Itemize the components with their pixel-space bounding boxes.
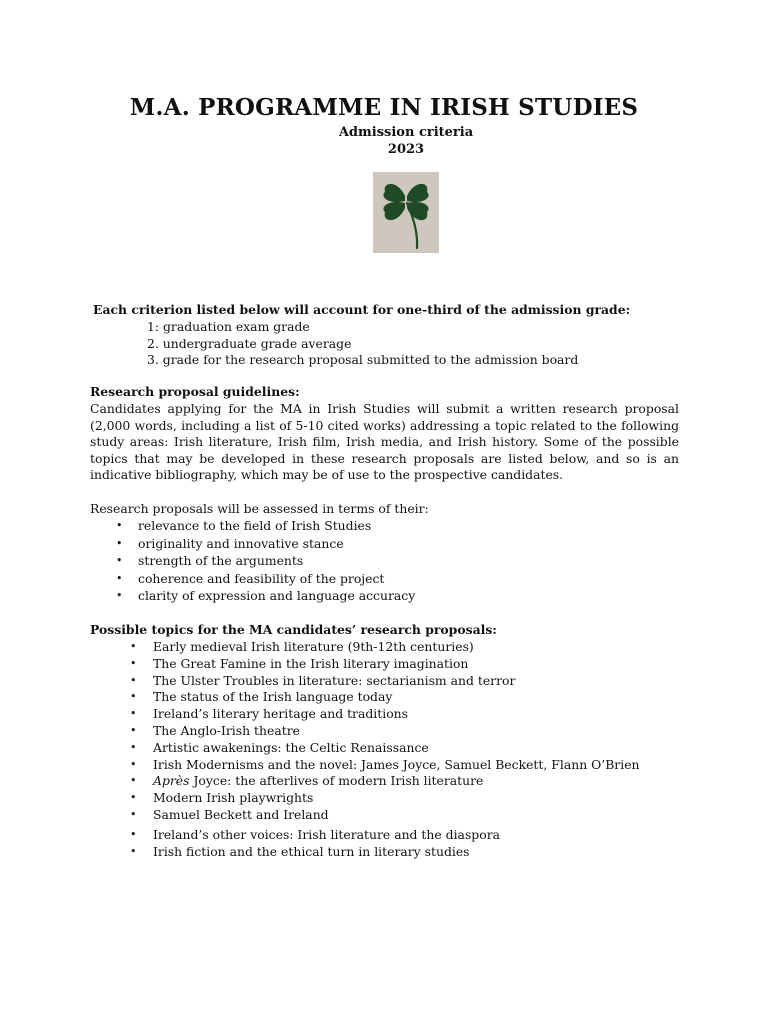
- bullet-icon: •: [130, 723, 137, 737]
- topics-heading: Possible topics for the MA candidates’ research proposals:: [90, 622, 497, 637]
- list-item: • Modern Irish playwrights: [130, 790, 314, 806]
- bullet-icon: •: [116, 536, 123, 550]
- bullet-icon: •: [130, 807, 137, 821]
- page-title: M.A. PROGRAMME IN IRISH STUDIES: [129, 94, 639, 121]
- list-item: • Samuel Beckett and Ireland: [130, 806, 329, 822]
- bullet-icon: •: [116, 571, 123, 585]
- bullet-icon: •: [116, 554, 123, 567]
- criteria-list: [147, 319, 578, 369]
- list-item: • Early medieval Irish literature (9th-12th centuries): [130, 639, 474, 654]
- bullet-icon: •: [116, 589, 123, 602]
- bullet-icon: •: [130, 690, 137, 704]
- list-item: • coherence and feasibility of the project: [116, 570, 385, 586]
- criteria-item: 2. undergraduate grade average: [147, 335, 352, 351]
- four-leaf-clover-icon: [373, 172, 439, 253]
- list-item: • The Anglo-Irish theatre: [130, 722, 300, 738]
- criteria-heading: Each criterion listed below will account for one-third of the admission grade:: [93, 302, 631, 317]
- criteria-item: 1: graduation exam grade: [147, 319, 310, 334]
- list-item: • relevance to the field of Irish Studies: [116, 518, 372, 533]
- bullet-icon: •: [130, 844, 137, 858]
- subtitle-admission-criteria: Admission criteria: [338, 125, 474, 140]
- list-item: • Artistic awakenings: the Celtic Renaissance: [130, 739, 429, 755]
- bullet-icon: •: [130, 673, 137, 687]
- list-item: • The Great Famine in the Irish literary imagination: [130, 655, 469, 671]
- subtitle-year: 2023: [387, 142, 425, 157]
- list-item: • Irish Modernisms and the novel: James Joyce, Samuel Beckett, Flann O’Brien: [130, 756, 640, 772]
- list-item: • Après Joyce: the afterlives of modern Irish literature: [130, 773, 484, 789]
- list-item: • The Ulster Troubles in literature: sectarianism and terror: [130, 672, 516, 688]
- bullet-icon: •: [130, 740, 137, 754]
- guidelines-paragraph: Candidates applying for the MA in Irish Studies will submit a written research proposal (2,000 words, including a list of 5-10 cited works) addressing a topic related to the following study areas: Irish literature, Irish film, Irish media, and Irish history. Some of the possible topics that may be developed in these research proposals are listed below, and so is an indicative bibliography, which may be of use to the prospective candidates.: [90, 401, 679, 483]
- bullet-icon: •: [130, 656, 137, 670]
- assessment-intro: Research proposals will be assessed in terms of their:: [90, 501, 429, 516]
- italic-prefix: Après: [153, 773, 190, 789]
- clover-logo: [373, 172, 439, 253]
- list-item: • clarity of expression and language accuracy: [116, 588, 416, 603]
- topics-list: [130, 639, 640, 860]
- list-item: • The status of the Irish language today: [130, 689, 393, 705]
- list-item: • strength of the arguments: [116, 553, 304, 568]
- list-item: • Ireland’s other voices: Irish literature and the diaspora: [130, 826, 500, 842]
- bullet-icon: •: [130, 707, 137, 721]
- bullet-icon: •: [116, 519, 123, 532]
- assessment-list: [116, 518, 415, 606]
- bullet-icon: •: [130, 791, 137, 805]
- list-item: • originality and innovative stance: [116, 535, 344, 551]
- bullet-icon: •: [130, 640, 137, 653]
- bullet-icon: •: [130, 757, 137, 771]
- list-item: • Irish fiction and the ethical turn in literary studies: [130, 843, 470, 859]
- page-subtitle: [0, 124, 768, 158]
- criteria-item: 3. grade for the research proposal submitted to the admission board: [147, 352, 579, 368]
- bullet-icon: •: [130, 774, 137, 788]
- guidelines-heading: Research proposal guidelines:: [90, 384, 300, 399]
- list-item: • Ireland’s literary heritage and traditions: [130, 706, 408, 722]
- bullet-icon: •: [130, 827, 137, 841]
